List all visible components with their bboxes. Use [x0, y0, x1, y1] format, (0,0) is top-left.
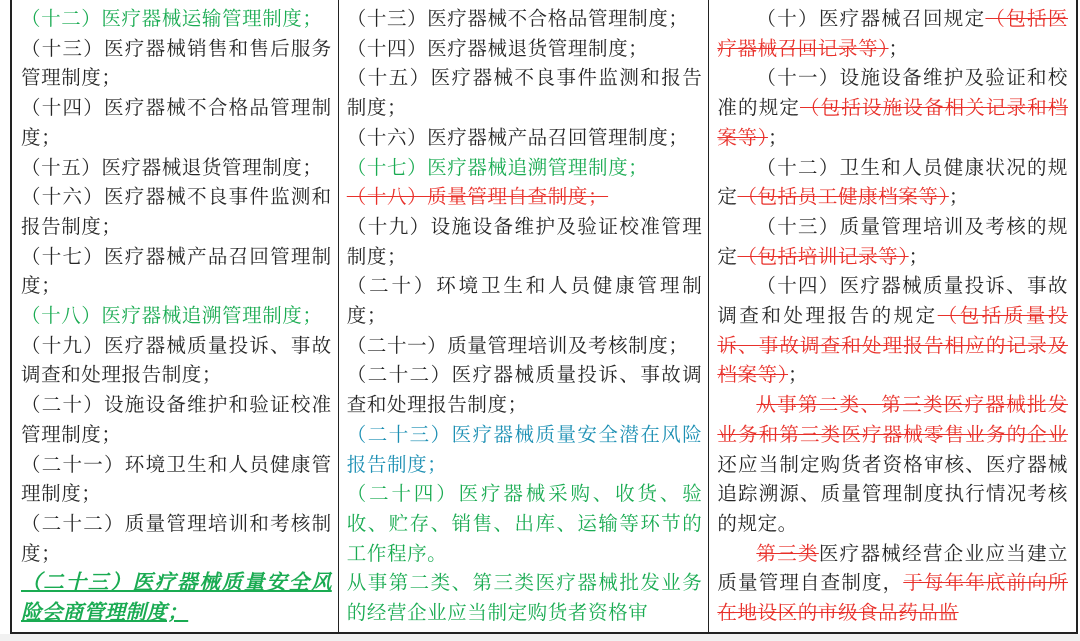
col3-item-11-deleted: （包括设施设备相关记录和档案等） [717, 96, 1068, 149]
col3-item-14-text: （十四）医疗器械质量投诉、事故调查和处理报告的规定 [717, 274, 1068, 328]
col1-item-20: （二十）设施设备维护和验证校准管理制度； [21, 393, 332, 446]
col2-item-14: （十四）医疗器械退货管理制度； [346, 36, 649, 60]
col2-item-18-deleted-text: （十八）质量管理自查制度； [346, 185, 609, 209]
col3-item-11 [717, 63, 1068, 152]
col2-item-24 [347, 479, 703, 568]
col3-item-11-end: ； [767, 125, 789, 149]
col1-item-21: （二十一）环境卫生和人员健康管理制度； [21, 452, 332, 506]
col3-item-11-text: （十一）设施设备维护及验证和校准的规定 [717, 66, 1068, 120]
col2-item-13: （十三）医疗器械不合格品管理制度； [346, 7, 689, 30]
col2-item-23-text: （二十三）医疗器械质量安全潜在风险报告制度； [346, 422, 703, 476]
col1-item-13: （十三）医疗器械销售和售后服务管理制度； [21, 36, 332, 90]
col1-item-12 [21, 4, 332, 34]
col3-item-13 [717, 212, 1068, 271]
col2-item-16: （十六）医疗器械产品召回管理制度； [346, 125, 689, 149]
col3-paragraph-selfcheck [717, 539, 1068, 628]
col3-item-14-deleted: （包括质量投诉、事故调查和处理报告相应的记录及档案等） [717, 304, 1068, 387]
comparison-table [10, 0, 1078, 634]
col1-item-15: （十五）医疗器械退货管理制度； [21, 155, 323, 179]
col2-item-23 [347, 420, 703, 479]
col1-item-22: （二十二）质量管理培训和考核制度； [21, 511, 332, 565]
col3-item-10-end: ； [888, 36, 909, 60]
col2-paragraph-wholesale-text: 从事第二类、第三类医疗器械批发业务的经营企业应当制定购货者资格审 [346, 571, 703, 625]
col2-item-24-text: （二十四）医疗器械采购、收货、验收、贮存、销售、出库、运输等环节的工作程序。 [346, 482, 703, 565]
col1-item-18-text: （十八）医疗器械追溯管理制度； [21, 304, 323, 328]
col3-item-12-text: （十二）卫生和人员健康状况的规定 [717, 155, 1068, 209]
col2-item-20: （二十）环境卫生和人员健康管理制度； [346, 274, 703, 328]
col2-item-19: （十九）设施设备维护及验证校准管理制度； [346, 214, 703, 268]
col2-item-18-deleted [347, 182, 703, 212]
col3-paragraph-selfcheck-deleted-a: 第三类 [756, 541, 819, 565]
col1-item-23 [21, 568, 332, 627]
col1-item-16: （十六）医疗器械不良事件监测和报告制度； [21, 185, 332, 238]
col1-item-18 [21, 301, 332, 331]
col3-paragraph-wholesale-text: 还应当制定购货者资格审核、医疗器械追踪溯源、质量管理制度执行情况考核的规定。 [717, 452, 1068, 535]
col3-item-12 [717, 153, 1068, 212]
col2-paragraph-wholesale [347, 568, 703, 627]
col2-item-21: （二十一）质量管理培训及考核制度； [346, 333, 689, 357]
column-right [709, 0, 1076, 632]
col2-item-17 [347, 153, 703, 183]
col1-item-12-text: （十二）医疗器械运输管理制度； [21, 7, 323, 30]
col1-item-14: （十四）医疗器械不合格品管理制度； [21, 96, 332, 149]
col1-item-23-text: （二十三）医疗器械质量安全风险会商管理制度； [21, 570, 332, 625]
col3-item-13-text: （十三）质量管理培训及考核的规定 [717, 214, 1068, 268]
col3-item-10-text: （十）医疗器械召回规定 [756, 7, 986, 30]
col3-item-10-deleted: （包括医疗器械召回记录等） [717, 7, 1068, 60]
column-left [12, 0, 339, 632]
col1-item-19: （十九）医疗器械质量投诉、事故调查和处理报告制度； [21, 333, 332, 387]
col3-paragraph-wholesale [717, 390, 1068, 539]
col2-item-22: （二十二）医疗器械质量投诉、事故调查和处理报告制度； [346, 363, 703, 417]
col3-item-14 [717, 271, 1068, 390]
col3-paragraph-wholesale-deleted: 从事第二类、第三类医疗器械批发业务和第三类医疗器械零售业务的企业 [717, 393, 1068, 446]
col1-item-17: （十七）医疗器械产品召回管理制度； [21, 244, 332, 298]
col3-item-10 [717, 4, 1068, 63]
col3-item-13-end: ； [908, 244, 929, 268]
col3-item-12-end: ； [948, 185, 969, 209]
column-middle [339, 0, 710, 632]
col3-item-13-deleted: （包括培训记录等） [737, 244, 909, 268]
page-bottom-strip [0, 634, 1080, 641]
col3-item-14-end: ； [788, 363, 809, 387]
col3-paragraph-selfcheck-text: 医疗器械经营企业应当建立质量管理自查制度， [717, 541, 1068, 595]
col3-item-12-deleted: （包括员工健康档案等） [737, 185, 949, 209]
col3-paragraph-selfcheck-deleted-b: 于每年年底前向所在地设区的市级食品药品监 [717, 571, 1068, 625]
col2-item-17-text: （十七）医疗器械追溯管理制度； [346, 155, 649, 179]
col2-item-15: （十五）医疗器械不良事件监测和报告制度； [346, 66, 703, 120]
